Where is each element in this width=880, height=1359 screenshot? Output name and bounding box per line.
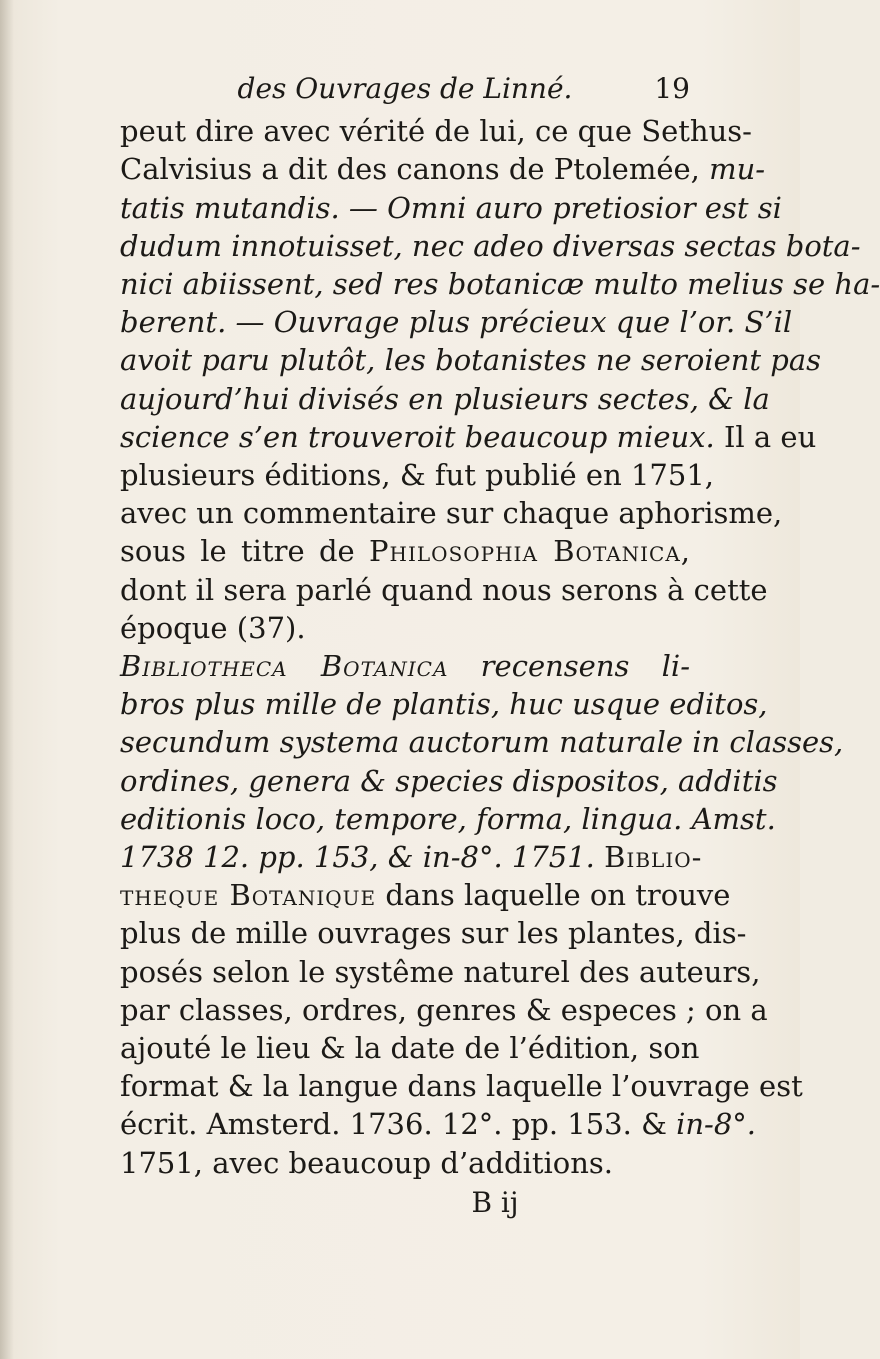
text-line: [120, 380, 770, 418]
text-line: [120, 1105, 757, 1143]
text-run: plus de mille ouvrages sur les plantes, dis-: [120, 916, 747, 951]
text-run: Philosophia Botanica: [369, 534, 681, 569]
text-run: dont il sera parlé quand nous serons à cette: [120, 572, 768, 607]
text-run: par classes, ordres, genres & especes ; on a: [120, 992, 768, 1027]
text-run: avoit paru plutôt, les botanistes ne seroient pas: [120, 343, 822, 378]
text-line: [120, 647, 690, 685]
text-run: format & la langue dans laquelle l’ouvrage est: [120, 1069, 803, 1104]
text-run: mu-: [709, 152, 766, 187]
text-line: [120, 303, 793, 341]
text-run: in-8°.: [676, 1107, 757, 1142]
text-run: ordines, genera & species dispositos, additis: [120, 763, 778, 798]
text-run: ajouté le lieu & la date de l’édition, son: [120, 1031, 700, 1066]
body-text: [120, 112, 880, 1182]
text-run: bros plus mille de plantis, huc usque editos,: [120, 687, 768, 722]
text-run: dans laquelle on trouve: [376, 878, 731, 913]
text-line: [120, 456, 714, 494]
text-run: avec un commentaire sur chaque aphorisme,: [120, 496, 783, 531]
signature-mark: B ij: [471, 1185, 519, 1219]
text-run: époque (37).: [120, 610, 306, 645]
text-line: [120, 341, 822, 379]
text-run: Calvisius a dit des canons de Ptolemée,: [120, 152, 710, 187]
text-line: [120, 1067, 803, 1105]
text-run: theque Botanique: [120, 878, 377, 913]
text-run: recensens li-: [448, 649, 690, 684]
text-run: 1738 12. pp. 153, & in-8°. 1751.: [120, 840, 595, 875]
text-run: [595, 840, 604, 874]
text-line: [120, 609, 690, 647]
text-line: [120, 1144, 690, 1182]
text-run: aujourd’hui divisés en plusieurs sectes, & la: [120, 381, 770, 416]
text-line: [120, 914, 747, 952]
text-line: [120, 532, 690, 570]
text-line: [120, 494, 783, 532]
text-run: science s’en trouveroit beaucoup mieux.: [120, 419, 715, 454]
text-line: [120, 418, 817, 456]
text-line: [120, 800, 776, 838]
text-run: editionis loco, tempore, forma, lingua. Amst.: [120, 801, 776, 836]
text-line: [120, 762, 778, 800]
text-line: [120, 150, 766, 188]
text-line: [120, 876, 731, 914]
text-line: [120, 1029, 700, 1067]
text-line: [120, 112, 752, 150]
text-line: [120, 838, 703, 876]
text-run: tatis mutandis. — Omni auro pretiosior est si: [120, 190, 782, 225]
text-line: [120, 571, 768, 609]
text-line: [120, 265, 880, 303]
text-line: [120, 953, 761, 991]
page-number: 19: [654, 72, 690, 105]
text-run: Biblio-: [604, 840, 703, 875]
running-head: [120, 70, 690, 108]
text-run: nici abiissent, sed res botanicæ multo melius se ha-: [120, 267, 880, 302]
text-line: [120, 189, 782, 227]
text-run: ,: [680, 534, 691, 569]
text-run: sous le titre de: [120, 534, 370, 569]
text-run: Bibliotheca Botanica: [120, 649, 449, 684]
text-line: [120, 991, 768, 1029]
gutter-shadow: [0, 0, 14, 1359]
text-run: 1751, avec beaucoup d’additions.: [120, 1145, 614, 1180]
text-run: peut dire avec vérité de lui, ce que Sethus-: [120, 114, 752, 149]
text-line: [120, 685, 768, 723]
text-line: [120, 723, 844, 761]
text-run: écrit. Amsterd. 1736. 12°. pp. 153. &: [120, 1107, 677, 1142]
text-line: [120, 227, 861, 265]
text-run: Il a eu: [714, 419, 817, 454]
text-run: secundum systema auctorum naturale in classes,: [120, 725, 844, 760]
running-title: des Ouvrages de Linné.: [237, 72, 573, 105]
text-run: posés selon le systême naturel des auteurs,: [120, 954, 761, 989]
text-run: dudum innotuisset, nec adeo diversas sectas bota-: [120, 228, 861, 263]
text-run: plusieurs éditions, & fut publié en 1751,: [120, 458, 714, 493]
text-run: berent. — Ouvrage plus précieux que l’or. S’il: [120, 305, 793, 340]
text-block: [120, 70, 880, 1222]
